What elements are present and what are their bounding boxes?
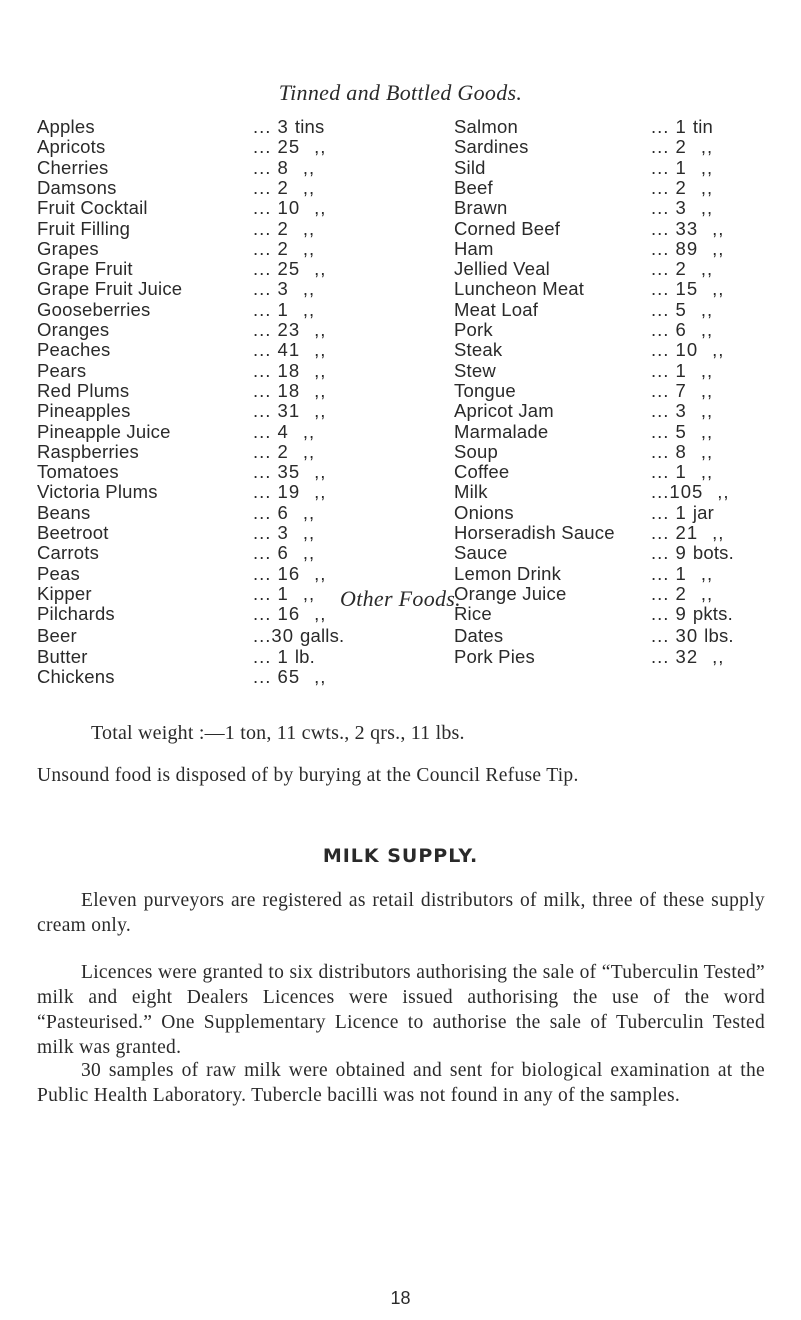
item-unit: lbs. bbox=[704, 625, 734, 646]
item-name: Apricots bbox=[37, 136, 106, 158]
item-unit: ,, bbox=[700, 258, 714, 280]
item-unit: ,, bbox=[700, 359, 714, 381]
item-name: Grape Fruit bbox=[37, 258, 133, 280]
item-quantity: ... 3 ,, bbox=[253, 522, 316, 543]
item-unit: ,, bbox=[700, 197, 714, 219]
milk-paragraph-2: Licences were granted to six distributors authorising the sale of “Tuberculin Tested” milk and eight Dealers Licences were issued authorising the use of the word “Pasteurised.” One Supplementary Licence to authorise the sale of Tuberculin Tested milk was granted. bbox=[37, 962, 765, 1058]
item-name: Carrots bbox=[37, 542, 100, 564]
item-name: Dates bbox=[454, 625, 504, 646]
item-quantity: ... 31 ,, bbox=[253, 400, 327, 422]
item-quantity: ... 7 ,, bbox=[651, 379, 714, 401]
item-name: Tomatoes bbox=[37, 461, 119, 483]
item-quantity: ... 1 ,, bbox=[253, 298, 316, 320]
item-unit: ,, bbox=[700, 319, 714, 340]
item-quantity: ... 1 lb. bbox=[253, 645, 315, 667]
item-name: Salmon bbox=[454, 116, 518, 137]
item-name: Kipper bbox=[37, 582, 92, 604]
item-unit: ,, bbox=[717, 481, 730, 503]
item-quantity: ... 2 ,, bbox=[651, 258, 714, 280]
item-name: Raspberries bbox=[37, 440, 139, 462]
item-unit: tin bbox=[692, 116, 713, 137]
item-name: Grapes bbox=[37, 237, 99, 259]
item-quantity: ... 6 ,, bbox=[651, 319, 714, 340]
item-unit: ,, bbox=[712, 522, 725, 543]
item-quantity: ... 4 ,, bbox=[253, 420, 316, 442]
item-quantity: ... 1 tin bbox=[651, 116, 713, 137]
item-quantity: ... 6 ,, bbox=[253, 501, 316, 523]
item-quantity: ... 10 ,, bbox=[651, 339, 725, 361]
item-name: Jellied Veal bbox=[454, 258, 550, 280]
item-name: Fruit Cocktail bbox=[37, 197, 148, 219]
item-name: Peas bbox=[37, 562, 80, 584]
item-unit: ,, bbox=[302, 522, 316, 543]
item-name: Victoria Plums bbox=[37, 481, 158, 503]
item-unit: ,, bbox=[712, 217, 725, 239]
item-quantity: ... 2 ,, bbox=[651, 582, 714, 604]
item-unit: ,, bbox=[314, 379, 327, 401]
item-quantity: ... 16 ,, bbox=[253, 562, 327, 584]
item-name: Grape Fruit Juice bbox=[37, 278, 183, 300]
item-name: Damsons bbox=[37, 176, 117, 198]
item-quantity: ... 3 ,, bbox=[651, 197, 714, 219]
item-name: Brawn bbox=[454, 197, 508, 219]
item-name: Coffee bbox=[454, 461, 510, 483]
item-unit: ,, bbox=[700, 461, 714, 483]
item-unit: ,, bbox=[302, 420, 316, 442]
item-name: Fruit Filling bbox=[37, 217, 131, 239]
item-quantity: ... 30 lbs. bbox=[651, 625, 734, 646]
item-name: Sauce bbox=[454, 542, 508, 564]
item-unit: ,, bbox=[314, 136, 327, 158]
item-quantity: ... 21 ,, bbox=[651, 522, 725, 543]
item-unit: ,, bbox=[314, 359, 327, 381]
item-quantity: ... 9 bots. bbox=[651, 542, 734, 564]
item-unit: bots. bbox=[692, 542, 734, 564]
milk-paragraph-1: Eleven purveyors are registered as retail distributors of milk, three of these supply cream only. bbox=[37, 890, 765, 936]
item-quantity: ... 1 jar bbox=[651, 501, 715, 523]
disposal-note: Unsound food is disposed of by burying at the Council Refuse Tip. bbox=[37, 765, 579, 786]
item-name: Beetroot bbox=[37, 522, 109, 543]
item-quantity: ... 2 ,, bbox=[253, 440, 316, 462]
table-row bbox=[0, 666, 801, 690]
item-quantity: ... 89 ,, bbox=[651, 237, 725, 259]
item-quantity: ... 25 ,, bbox=[253, 258, 327, 280]
item-name: Gooseberries bbox=[37, 298, 151, 320]
item-unit: pkts. bbox=[692, 603, 733, 625]
item-name: Pork Pies bbox=[454, 645, 535, 667]
item-unit: ,, bbox=[302, 176, 316, 198]
item-quantity: ... 1 ,, bbox=[253, 582, 316, 604]
item-name: Beer bbox=[37, 625, 77, 646]
item-unit: ,, bbox=[712, 339, 725, 361]
item-name: Apples bbox=[37, 116, 95, 137]
item-unit: ,, bbox=[700, 440, 714, 462]
item-unit: ,, bbox=[700, 420, 714, 442]
item-unit: ,, bbox=[712, 237, 725, 259]
item-quantity: ... 1 ,, bbox=[651, 461, 714, 483]
item-quantity: ... 5 ,, bbox=[651, 298, 714, 320]
item-unit: ,, bbox=[314, 562, 327, 584]
item-quantity: ... 9 pkts. bbox=[651, 603, 733, 625]
item-unit: ,, bbox=[314, 197, 327, 219]
item-name: Beans bbox=[37, 501, 91, 523]
item-quantity: ... 2 ,, bbox=[651, 176, 714, 198]
item-name: Beef bbox=[454, 176, 493, 198]
item-name: Steak bbox=[454, 339, 503, 361]
item-name: Stew bbox=[454, 359, 496, 381]
item-name: Milk bbox=[454, 481, 488, 503]
item-name: Pears bbox=[37, 359, 87, 381]
page-number: 18 bbox=[390, 1288, 411, 1308]
item-name: Onions bbox=[454, 501, 514, 523]
item-name: Tongue bbox=[454, 379, 516, 401]
item-name: Butter bbox=[37, 645, 88, 667]
item-unit: ,, bbox=[314, 666, 327, 687]
item-unit: ,, bbox=[302, 298, 316, 320]
item-unit: tins bbox=[294, 116, 325, 137]
item-unit: ,, bbox=[302, 156, 316, 178]
item-unit: ,, bbox=[712, 645, 725, 667]
item-name: Cherries bbox=[37, 156, 109, 178]
item-quantity: ... 33 ,, bbox=[651, 217, 725, 239]
item-quantity: ... 18 ,, bbox=[253, 379, 327, 401]
item-unit: ,, bbox=[314, 461, 327, 483]
item-unit: ,, bbox=[700, 379, 714, 401]
item-quantity: ... 1 ,, bbox=[651, 359, 714, 381]
item-quantity: ... 65 ,, bbox=[253, 666, 327, 687]
item-quantity: ... 3 ,, bbox=[651, 400, 714, 422]
item-unit: ,, bbox=[712, 278, 725, 300]
item-quantity: ... 41 ,, bbox=[253, 339, 327, 361]
item-unit: ,, bbox=[314, 400, 327, 422]
item-quantity: ... 6 ,, bbox=[253, 542, 316, 564]
item-quantity: ... 2 ,, bbox=[253, 237, 316, 259]
item-unit: ,, bbox=[700, 582, 714, 604]
item-name: Rice bbox=[454, 603, 492, 625]
item-quantity bbox=[651, 666, 657, 688]
item-quantity: ... 3 tins bbox=[253, 116, 325, 137]
item-quantity: ... 3 ,, bbox=[253, 278, 316, 300]
item-name: Apricot Jam bbox=[454, 400, 554, 422]
item-quantity: ... 8 ,, bbox=[253, 156, 316, 178]
item-name: Meat Loaf bbox=[454, 298, 539, 320]
milk-paragraph-3: 30 samples of raw milk were obtained and sent for biological examination at the Public Health Laboratory. Tubercle bacilli was not found in any of the samples. bbox=[37, 1060, 765, 1106]
item-unit: ,, bbox=[314, 481, 327, 503]
item-name: Sild bbox=[454, 156, 486, 178]
item-name: Horseradish Sauce bbox=[454, 522, 615, 543]
item-name: Pilchards bbox=[37, 603, 115, 625]
item-quantity: ... 2 ,, bbox=[253, 176, 316, 198]
item-name: Red Plums bbox=[37, 379, 130, 401]
item-quantity: ... 35 ,, bbox=[253, 461, 327, 483]
item-unit: ,, bbox=[302, 582, 316, 604]
item-unit: ,, bbox=[700, 400, 714, 422]
item-unit: ,, bbox=[700, 136, 714, 158]
item-unit: ,, bbox=[314, 319, 327, 340]
item-unit: ,, bbox=[302, 501, 316, 523]
item-quantity: ... 2 ,, bbox=[651, 136, 714, 158]
tinned-goods-heading: Tinned and Bottled Goods. bbox=[278, 80, 523, 105]
item-name: Oranges bbox=[37, 319, 110, 340]
item-unit: lb. bbox=[294, 645, 315, 667]
item-name: Sardines bbox=[454, 136, 529, 158]
item-unit: galls. bbox=[300, 625, 345, 646]
item-unit: ,, bbox=[302, 440, 316, 462]
item-unit: ,, bbox=[700, 298, 714, 320]
item-name: Corned Beef bbox=[454, 217, 561, 239]
item-unit: ,, bbox=[314, 603, 327, 625]
item-quantity: ... 32 ,, bbox=[651, 645, 725, 667]
item-quantity: ... 1 ,, bbox=[651, 156, 714, 178]
item-quantity: ... 5 ,, bbox=[651, 420, 714, 442]
total-weight: Total weight :—1 ton, 11 cwts., 2 qrs., 11 lbs. bbox=[91, 722, 465, 744]
item-quantity: ...105 ,, bbox=[651, 481, 730, 503]
item-unit: ,, bbox=[302, 217, 316, 239]
item-name: Orange Juice bbox=[454, 582, 567, 604]
item-quantity: ... 15 ,, bbox=[651, 278, 725, 300]
item-unit: ,, bbox=[314, 339, 327, 361]
item-unit: jar bbox=[692, 501, 715, 523]
other-foods-heading: Other Foods. bbox=[340, 586, 461, 611]
item-name: Luncheon Meat bbox=[454, 278, 585, 300]
item-unit: ,, bbox=[700, 176, 714, 198]
item-unit: ,, bbox=[700, 156, 714, 178]
item-quantity: ... 8 ,, bbox=[651, 440, 714, 462]
item-quantity: ... 2 ,, bbox=[253, 217, 316, 239]
item-name: Pineapples bbox=[37, 400, 131, 422]
item-name: Ham bbox=[454, 237, 494, 259]
item-quantity: ... 1 ,, bbox=[651, 562, 714, 584]
item-quantity: ... 16 ,, bbox=[253, 603, 327, 625]
item-name: Soup bbox=[454, 440, 499, 462]
item-name: Chickens bbox=[37, 666, 115, 687]
item-name: Pineapple Juice bbox=[37, 420, 171, 442]
item-quantity: ... 18 ,, bbox=[253, 359, 327, 381]
item-name: Peaches bbox=[37, 339, 111, 361]
item-quantity: ... 25 ,, bbox=[253, 136, 327, 158]
item-quantity: ... 19 ,, bbox=[253, 481, 327, 503]
item-unit: ,, bbox=[302, 278, 316, 300]
item-quantity: ... 23 ,, bbox=[253, 319, 327, 340]
item-unit: ,, bbox=[700, 562, 714, 584]
item-name: Lemon Drink bbox=[454, 562, 562, 584]
item-name: Pork bbox=[454, 319, 493, 340]
milk-supply-title: MILK SUPPLY. bbox=[322, 845, 479, 867]
item-unit: ,, bbox=[302, 237, 316, 259]
item-unit: ,, bbox=[314, 258, 327, 280]
item-quantity: ... 10 ,, bbox=[253, 197, 327, 219]
item-unit: ,, bbox=[302, 542, 316, 564]
item-quantity: ...30 galls. bbox=[253, 625, 345, 646]
item-name: Marmalade bbox=[454, 420, 549, 442]
